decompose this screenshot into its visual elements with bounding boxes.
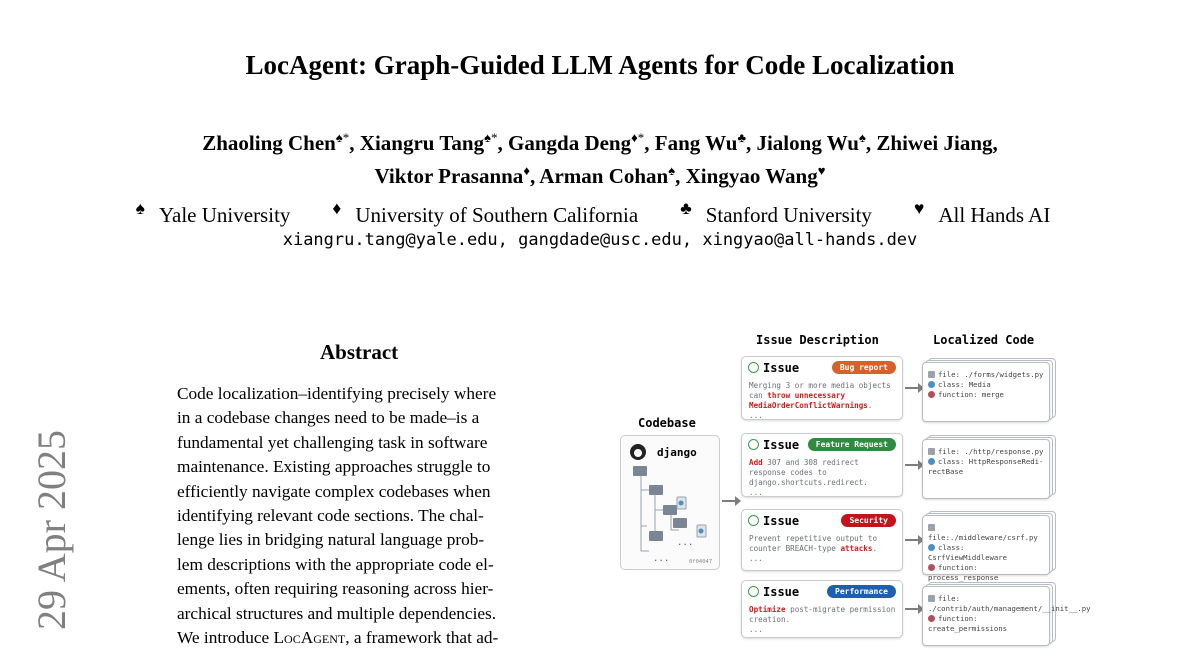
repo-name: django (657, 446, 697, 459)
abstract-line: efficiently navigate complex codebases when (177, 481, 491, 501)
affiliation (332, 198, 652, 227)
codebase-label: Codebase (638, 416, 696, 430)
author-name: Xiangru Tang (359, 131, 485, 155)
affiliation-name: Yale University (158, 203, 291, 227)
issue-highlight: throw unnecessary MediaOrderConflictWarnings (749, 391, 868, 410)
issue-label (748, 585, 799, 599)
abstract-line: fundamental yet challenging task in software (177, 432, 488, 452)
localization-arrow (905, 539, 919, 541)
localized-code-card (922, 586, 1091, 644)
author-name: Arman Cohan (539, 164, 669, 188)
code-location-text: function: merge (938, 390, 1004, 399)
codebase-arrow (722, 500, 736, 502)
localization-arrow (905, 387, 919, 389)
abstract-line: lenge lies in bridging natural language prob- (177, 530, 485, 550)
issue-status-icon (748, 439, 759, 450)
code-location (928, 390, 1046, 400)
code-location-text: class: HttpResponseRedi-rectBase (928, 457, 1044, 476)
abstract-line: identifying relevant code sections. The chal- (177, 506, 484, 526)
author-line-2 (0, 163, 1200, 189)
localized-code-lines (928, 370, 1046, 400)
code-location-text: file: ./contrib/auth/management/__init__.py (928, 594, 1091, 613)
issue-body (749, 458, 899, 498)
author-marks: ♠ (668, 163, 676, 178)
folder-icon (649, 531, 663, 541)
author-line-1 (0, 130, 1200, 156)
author-separator: , (865, 131, 877, 155)
issue-label-text: Issue (763, 438, 800, 452)
author-name: Viktor Prasanna (374, 164, 524, 188)
code-location (928, 543, 1046, 563)
folder-icon (663, 505, 677, 515)
localized-code-lines (928, 523, 1046, 583)
affiliation-name: Stanford University (705, 203, 872, 227)
issue-type-badge: Feature Request (808, 438, 896, 451)
affiliations (0, 198, 1200, 228)
author-separator: , (349, 131, 360, 155)
author-separator: , (529, 164, 540, 188)
abstract-line: in a codebase changes need to be made–is a (177, 408, 480, 428)
code-location (928, 594, 1091, 614)
issue-card (741, 433, 903, 497)
code-location-text: file: ./http/response.py (938, 447, 1044, 456)
paper-title: LocAgent: Graph-Guided LLM Agents for Code Localization (245, 50, 955, 80)
code-location-text: file:./middleware/csrf.py (928, 533, 1038, 542)
affiliation-mark: ♦ (332, 198, 342, 218)
folder-icon (649, 485, 663, 495)
tree-ellipsis: ... (653, 554, 670, 564)
issue-text: 307 and 308 redirect response codes to django.shortcuts.redirect. (749, 458, 868, 487)
commit-hash: 0f04047 (689, 559, 713, 565)
code-location (928, 370, 1046, 380)
issue-label (748, 361, 799, 375)
localized-code-lines (928, 594, 1091, 634)
file-icon (928, 448, 935, 455)
abstract-line: archical structures and multiple dependencies. (177, 603, 497, 623)
affiliation-name: University of Southern California (355, 203, 639, 227)
abstract-heading: Abstract (320, 340, 399, 364)
abstract-last-line: We introduce LocAgent, a framework that ad- (177, 628, 499, 648)
author-name: Zhiwei Jiang (876, 131, 993, 155)
localization-arrow (905, 608, 919, 610)
tree-ellipsis: ... (677, 538, 694, 548)
author-separator: , (644, 131, 655, 155)
issue-text: . (867, 401, 873, 410)
code-location (928, 523, 1046, 543)
author-marks: ♥ (817, 163, 826, 178)
file-icon (928, 371, 935, 378)
author-name: Gangda Deng (508, 131, 632, 155)
code-location (928, 563, 1046, 583)
issue-highlight: attacks (840, 544, 873, 553)
author-marks: ♠* (335, 130, 350, 145)
code-location-text: class: Media (938, 380, 991, 389)
function-icon (928, 615, 935, 622)
issue-type-badge: Bug report (832, 361, 896, 374)
author-separator: , (675, 164, 686, 188)
affiliation (680, 198, 886, 227)
issue-card (741, 580, 903, 638)
abstract-line: ements, often requiring reasoning across hier- (177, 579, 494, 599)
issue-label-text: Issue (763, 514, 800, 528)
abstract-line: maintenance. Existing approaches struggle to (177, 457, 491, 477)
localized-code-card (922, 515, 1048, 582)
root-folder-icon (633, 466, 647, 476)
affiliation-name: All Hands AI (938, 203, 1051, 227)
abstract-line: lem descriptions with the appropriate code el- (177, 554, 494, 574)
issue-ellipsis: ... (749, 625, 763, 634)
issue-label-text: Issue (763, 361, 800, 375)
code-location-text: class: CsrfViewMiddleware (928, 543, 1008, 562)
class-icon (928, 458, 935, 465)
function-icon (928, 564, 935, 571)
file-icon (928, 524, 935, 531)
author-name: Zhaoling Chen (202, 131, 336, 155)
code-location-text: function: create_permissions (928, 614, 1008, 633)
author-marks: ♦* (631, 130, 645, 145)
code-location (928, 380, 1046, 390)
issue-label (748, 438, 799, 452)
author-name: Jialong Wu (756, 131, 859, 155)
issue-ellipsis: ... (749, 554, 763, 563)
code-location-text: file: ./forms/widgets.py (938, 370, 1044, 379)
issue-description-heading: Issue Description (756, 333, 879, 347)
issue-status-icon (748, 362, 759, 373)
author-marks: ♠* (484, 130, 498, 145)
class-icon (928, 381, 935, 388)
code-location (928, 614, 1046, 634)
issue-ellipsis: ... (749, 488, 763, 497)
codebase-panel (620, 435, 720, 570)
folder-icon (673, 518, 687, 528)
author-marks: ♦ (523, 163, 530, 178)
localized-code-card (922, 439, 1048, 497)
issue-text: post-migrate permission creation. (749, 605, 896, 624)
localized-code-heading: Localized Code (933, 333, 1035, 347)
issue-label-text: Issue (763, 585, 800, 599)
issue-highlight: Optimize (749, 605, 786, 614)
issue-status-icon (748, 586, 759, 597)
author-name: Fang Wu (654, 131, 738, 155)
affiliation (913, 198, 1064, 227)
abstract-line: Code localization–identifying precisely where (177, 384, 497, 403)
arxiv-side-date: 29 Apr 2025 (29, 430, 74, 630)
author-marks: ♠ (859, 130, 866, 145)
issue-status-icon (748, 515, 759, 526)
localized-code-card (922, 362, 1048, 420)
code-location (928, 447, 1046, 457)
issue-text: Merging 3 or more media objects can (749, 381, 891, 400)
code-location-text: function: process_response (928, 563, 999, 582)
author-marks: ♣ (737, 130, 746, 145)
code-location (928, 457, 1046, 477)
issue-card (741, 509, 903, 571)
author-separator: , (745, 131, 757, 155)
issue-label (748, 514, 799, 528)
issue-body (749, 534, 899, 564)
github-icon (630, 444, 646, 460)
issue-type-badge: Performance (827, 585, 896, 598)
issue-text: . (872, 544, 878, 553)
author-name: Xingyao Wang (685, 164, 818, 188)
affiliation-mark: ♠ (135, 198, 145, 218)
issue-ellipsis: ... (749, 411, 763, 420)
affiliation-mark: ♥ (913, 198, 925, 218)
localization-arrow (905, 464, 919, 466)
issue-body (749, 381, 899, 421)
author-emails: xiangru.tang@yale.edu, gangdade@usc.edu, xingyao@all-hands.dev (282, 230, 918, 250)
author-separator: , (497, 131, 508, 155)
issue-card (741, 356, 903, 420)
affiliation-mark: ♣ (680, 198, 692, 218)
issue-type-badge: Security (841, 514, 896, 527)
file-icon (928, 595, 935, 602)
issue-highlight: Add (749, 458, 763, 467)
function-icon (928, 391, 935, 398)
issue-text: Prevent repetitive output to counter BREACH-type (749, 534, 878, 553)
abstract-text (177, 382, 551, 650)
affiliation (135, 198, 305, 227)
class-icon (928, 544, 935, 551)
author-separator: , (992, 131, 998, 155)
localized-code-lines (928, 447, 1046, 477)
issue-body (749, 605, 899, 635)
